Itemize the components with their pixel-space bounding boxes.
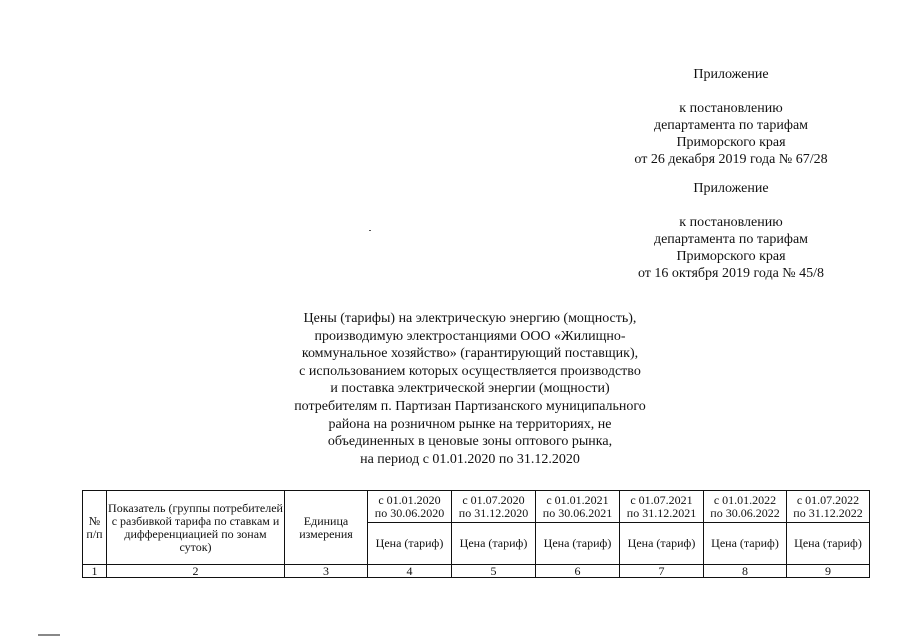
header-period: с 01.07.2021 по 31.12.2021 [620,491,704,523]
header-period: с 01.07.2022 по 31.12.2022 [787,491,870,523]
column-number: 6 [536,565,620,578]
header-price: Цена (тариф) [704,523,787,565]
header-price: Цена (тариф) [536,523,620,565]
table-numbering-row [83,565,870,578]
column-number: 4 [368,565,452,578]
document-title [240,310,700,468]
appendix-line: Приморского края [676,249,786,264]
appendix-line: к постановлению [679,101,783,116]
header-indicator: Показатель (группы потребителей с разбивкой тарифа по ставкам и дифференциацией по зонам суток) [107,491,285,565]
title-line: производимую электростанциями ООО «Жилищно- [314,328,626,344]
header-period: с 01.01.2022 по 30.06.2022 [704,491,787,523]
column-number: 9 [787,565,870,578]
header-price: Цена (тариф) [452,523,536,565]
title-line: коммунальное хозяйство» (гарантирующий поставщик), [301,346,639,362]
tariff-table [82,490,870,578]
column-number: 3 [285,565,368,578]
title-line: района на розничном рынке на территориях, не [328,416,612,432]
appendix-line: от 26 декабря 2019 года № 67/28 [634,152,828,167]
appendix-line: департамента по тарифам [653,232,809,247]
title-line: потребителям п. Партизан Партизанского муниципального [294,398,646,414]
column-number: 2 [107,565,285,578]
appendix-block-2 [600,180,862,282]
table-header-row [83,491,870,523]
appendix-heading: Приложение [693,181,769,196]
appendix-line: от 16 октября 2019 года № 45/8 [637,266,825,281]
header-period: с 01.07.2020 по 31.12.2020 [452,491,536,523]
column-number: 7 [620,565,704,578]
header-price: Цена (тариф) [620,523,704,565]
column-number: 8 [704,565,787,578]
header-period: с 01.01.2020 по 30.06.2020 [368,491,452,523]
title-line: Цены (тарифы) на электрическую энергию (мощность), [303,311,637,326]
header-period: с 01.01.2021 по 30.06.2021 [536,491,620,523]
column-number: 1 [83,565,107,578]
title-line: на период с 01.01.2020 по 31.12.2020 [360,451,580,467]
scan-artifact [38,634,60,636]
title-line: и поставка электрической энергии (мощности) [330,381,610,397]
title-line: объединенных в ценовые зоны оптового рынка, [327,434,613,450]
header-price: Цена (тариф) [368,523,452,565]
scan-speck [369,230,371,231]
appendix-block-1 [600,66,862,168]
appendix-heading: Приложение [693,67,769,82]
header-price: Цена (тариф) [787,523,870,565]
header-number: № п/п [83,491,107,565]
appendix-line: к постановлению [679,215,783,230]
header-unit: Единица измерения [285,491,368,565]
column-number: 5 [452,565,536,578]
appendix-line: Приморского края [676,135,786,150]
appendix-line: департамента по тарифам [653,118,809,133]
title-line: с использованием которых осуществляется производство [299,363,641,379]
